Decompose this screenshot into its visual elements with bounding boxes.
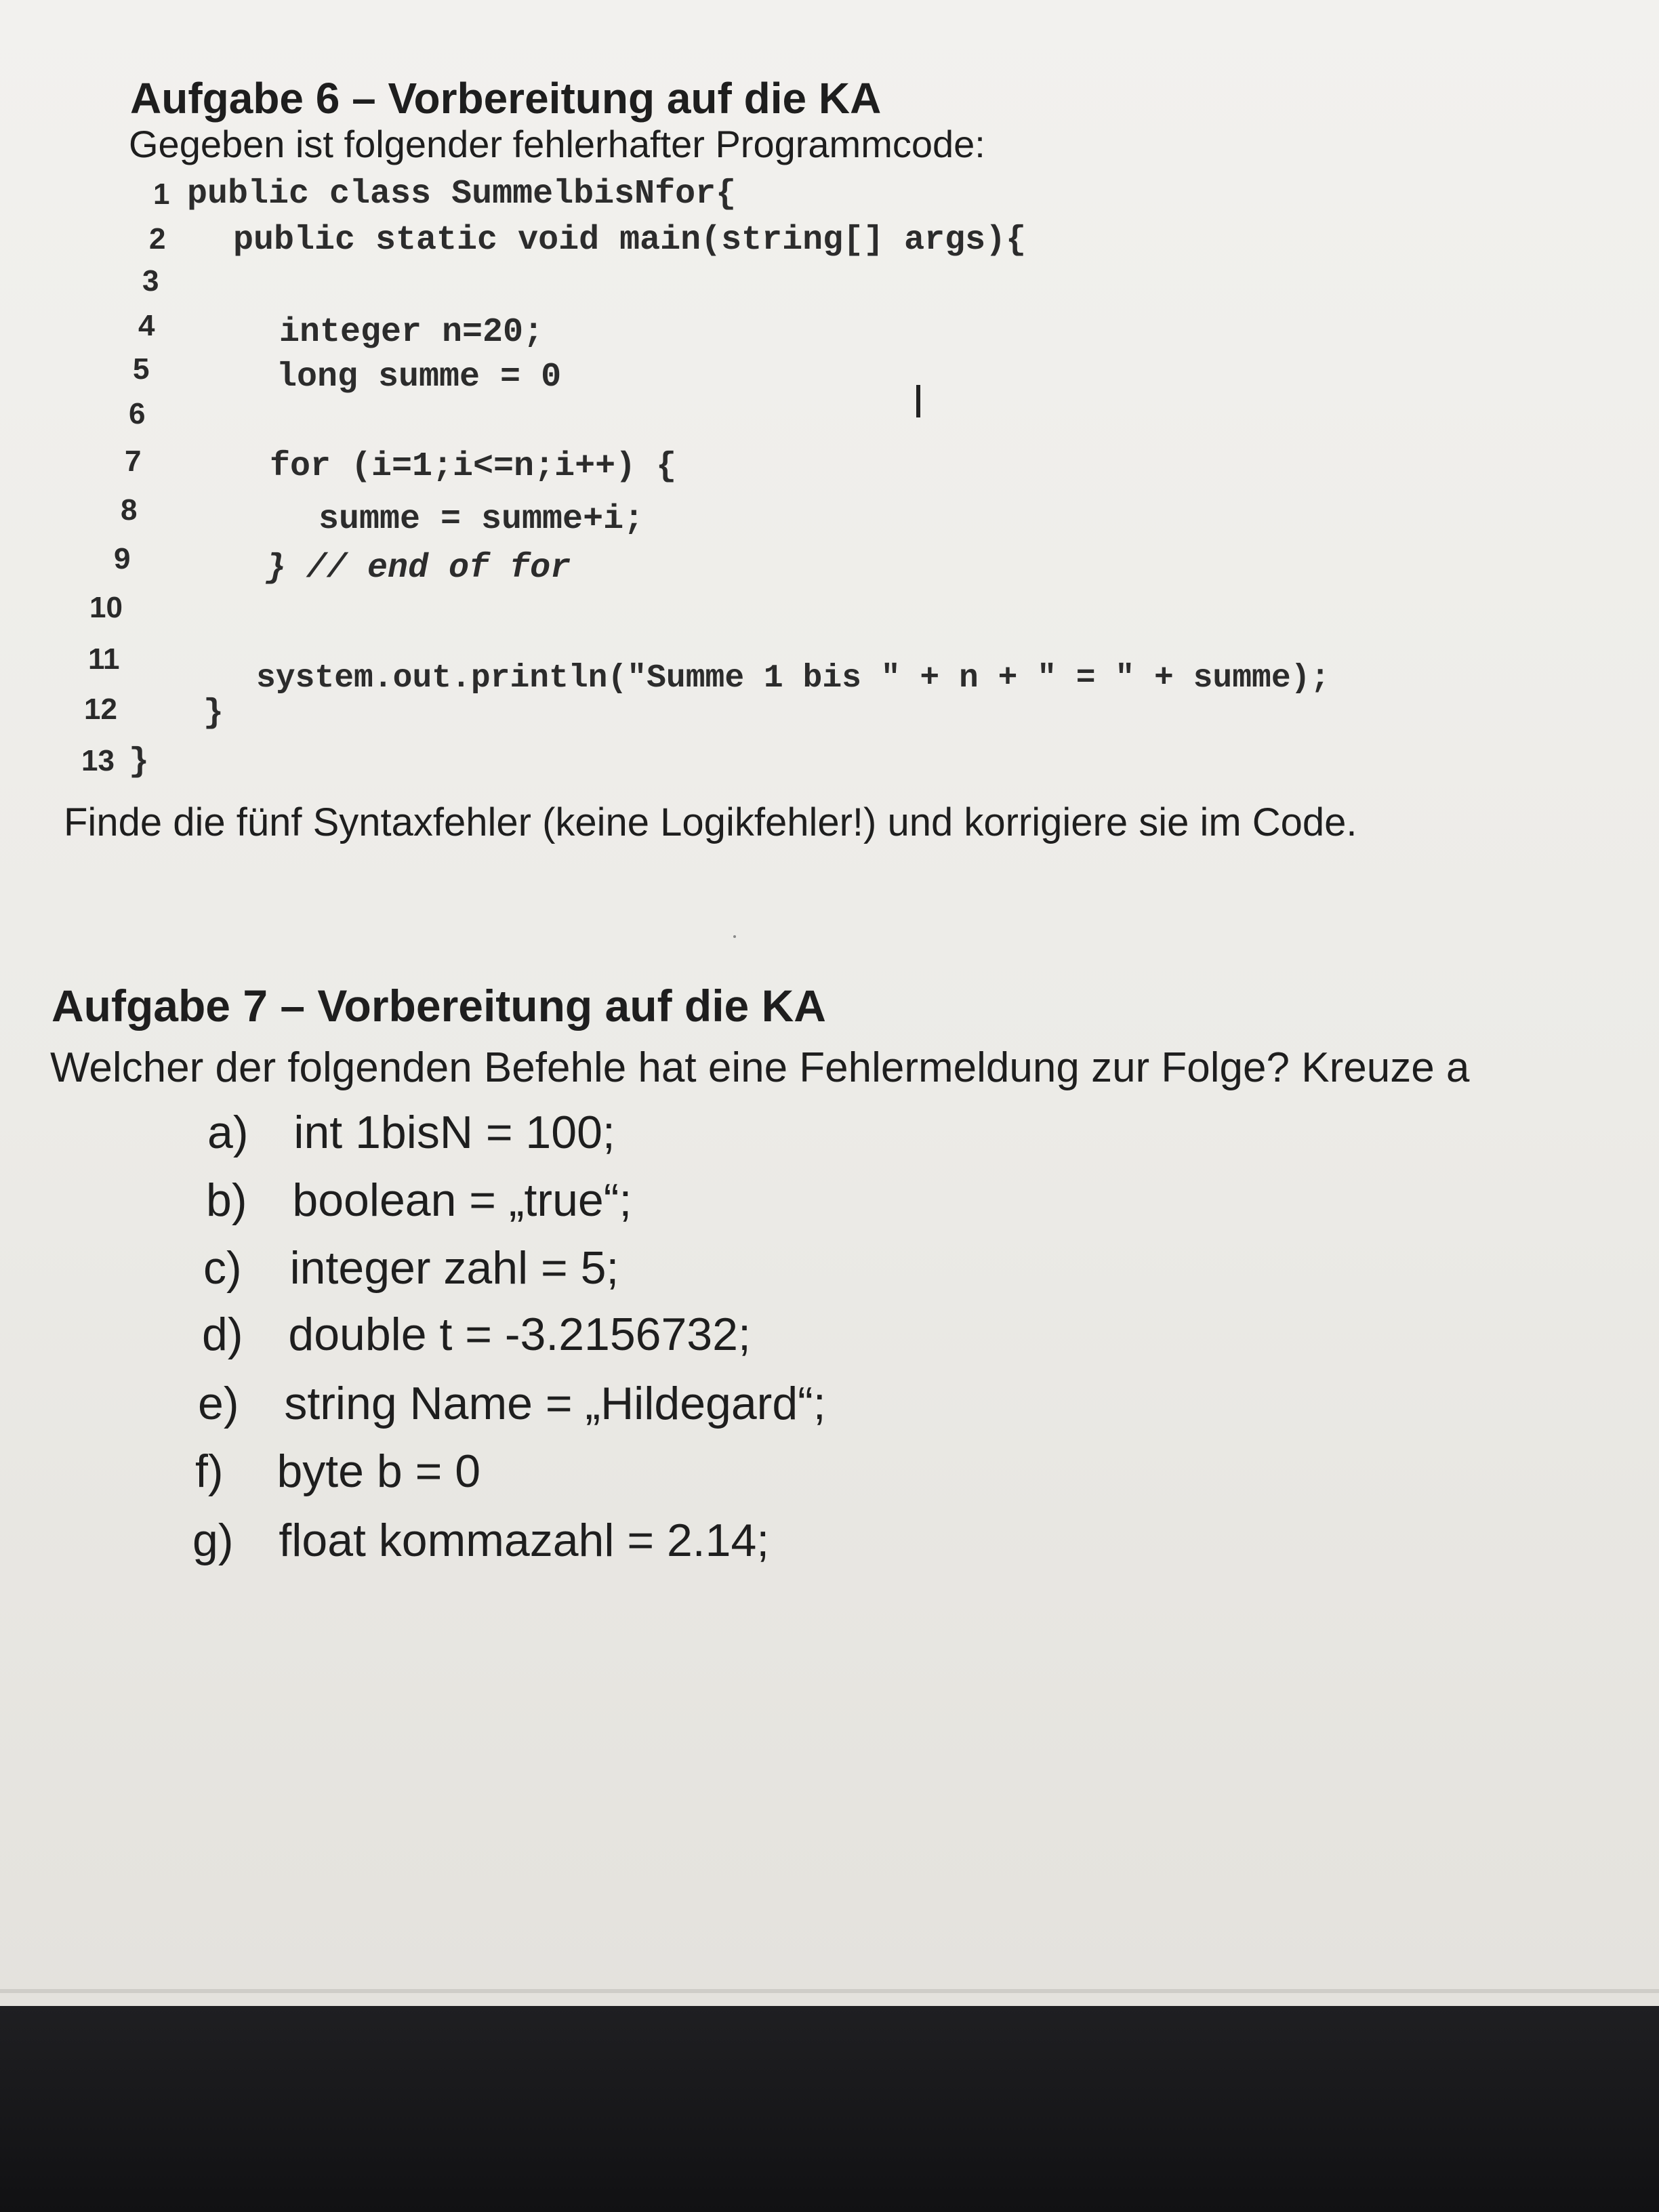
code-line: public class SummelbisNfor{ [187, 175, 737, 213]
option-e [198, 1377, 826, 1430]
option-c [203, 1242, 619, 1294]
option-letter: d) [202, 1309, 243, 1360]
task6-title: Aufgabe 6 – Vorbereitung auf die KA [130, 74, 882, 123]
task7-title: Aufgabe 7 – Vorbereitung auf die KA [52, 981, 826, 1031]
code-line: } [129, 743, 150, 781]
option-g [192, 1514, 769, 1567]
code-line: long summe = 0 [276, 358, 562, 396]
code-line: } [203, 694, 224, 733]
option-text: string Name = „Hildegard“; [284, 1378, 826, 1429]
dark-background [0, 2006, 1659, 2212]
line-number: 12 [84, 693, 117, 726]
line-number: 9 [114, 542, 131, 575]
option-text: double t = -3.2156732; [288, 1309, 751, 1360]
code-line: integer n=20; [279, 313, 544, 352]
code-line: } // end of for [266, 549, 571, 588]
line-number: 5 [133, 352, 150, 386]
option-letter: e) [198, 1378, 239, 1429]
line-number: 3 [142, 264, 159, 298]
text-cursor-mark [916, 385, 920, 417]
option-letter: b) [206, 1174, 247, 1226]
option-b [206, 1174, 632, 1227]
option-d [202, 1308, 751, 1361]
line-number: 7 [125, 445, 142, 478]
speck [733, 935, 736, 938]
option-text: integer zahl = 5; [289, 1242, 619, 1294]
option-letter: f) [195, 1446, 224, 1497]
line-number: 2 [149, 222, 166, 255]
line-number: 1 [153, 178, 170, 211]
page-edge [0, 1989, 1659, 1993]
code-line: summe = summe+i; [319, 500, 644, 539]
option-text: float kommazahl = 2.14; [279, 1515, 770, 1566]
task6-instruction: Finde die fünf Syntaxfehler (keine Logikfehler!) und korrigiere sie im Code. [64, 800, 1357, 844]
task6-intro: Gegeben ist folgender fehlerhafter Programmcode: [129, 123, 985, 165]
option-letter: g) [192, 1515, 234, 1566]
option-a [207, 1106, 615, 1159]
line-number: 11 [88, 642, 120, 676]
code-line: public static void main(string[] args){ [233, 221, 1027, 260]
task7-question: Welcher der folgenden Befehle hat eine Fehlermeldung zur Folge? Kreuze a [50, 1044, 1470, 1091]
line-number: 8 [121, 493, 138, 527]
code-line: for (i=1;i<=n;i++) { [270, 447, 677, 486]
line-number: 4 [138, 309, 155, 342]
line-number: 10 [89, 591, 123, 624]
line-number: 13 [81, 744, 115, 777]
option-letter: c) [203, 1242, 242, 1294]
option-letter: a) [207, 1107, 249, 1158]
option-text: boolean = „true“; [292, 1174, 632, 1226]
line-number: 6 [129, 397, 146, 430]
code-line: system.out.println("Summe 1 bis " + n + " = " + summe); [256, 660, 1330, 697]
option-text: byte b = 0 [276, 1446, 481, 1497]
option-text: int 1bisN = 100; [293, 1107, 615, 1158]
option-f [195, 1445, 480, 1498]
